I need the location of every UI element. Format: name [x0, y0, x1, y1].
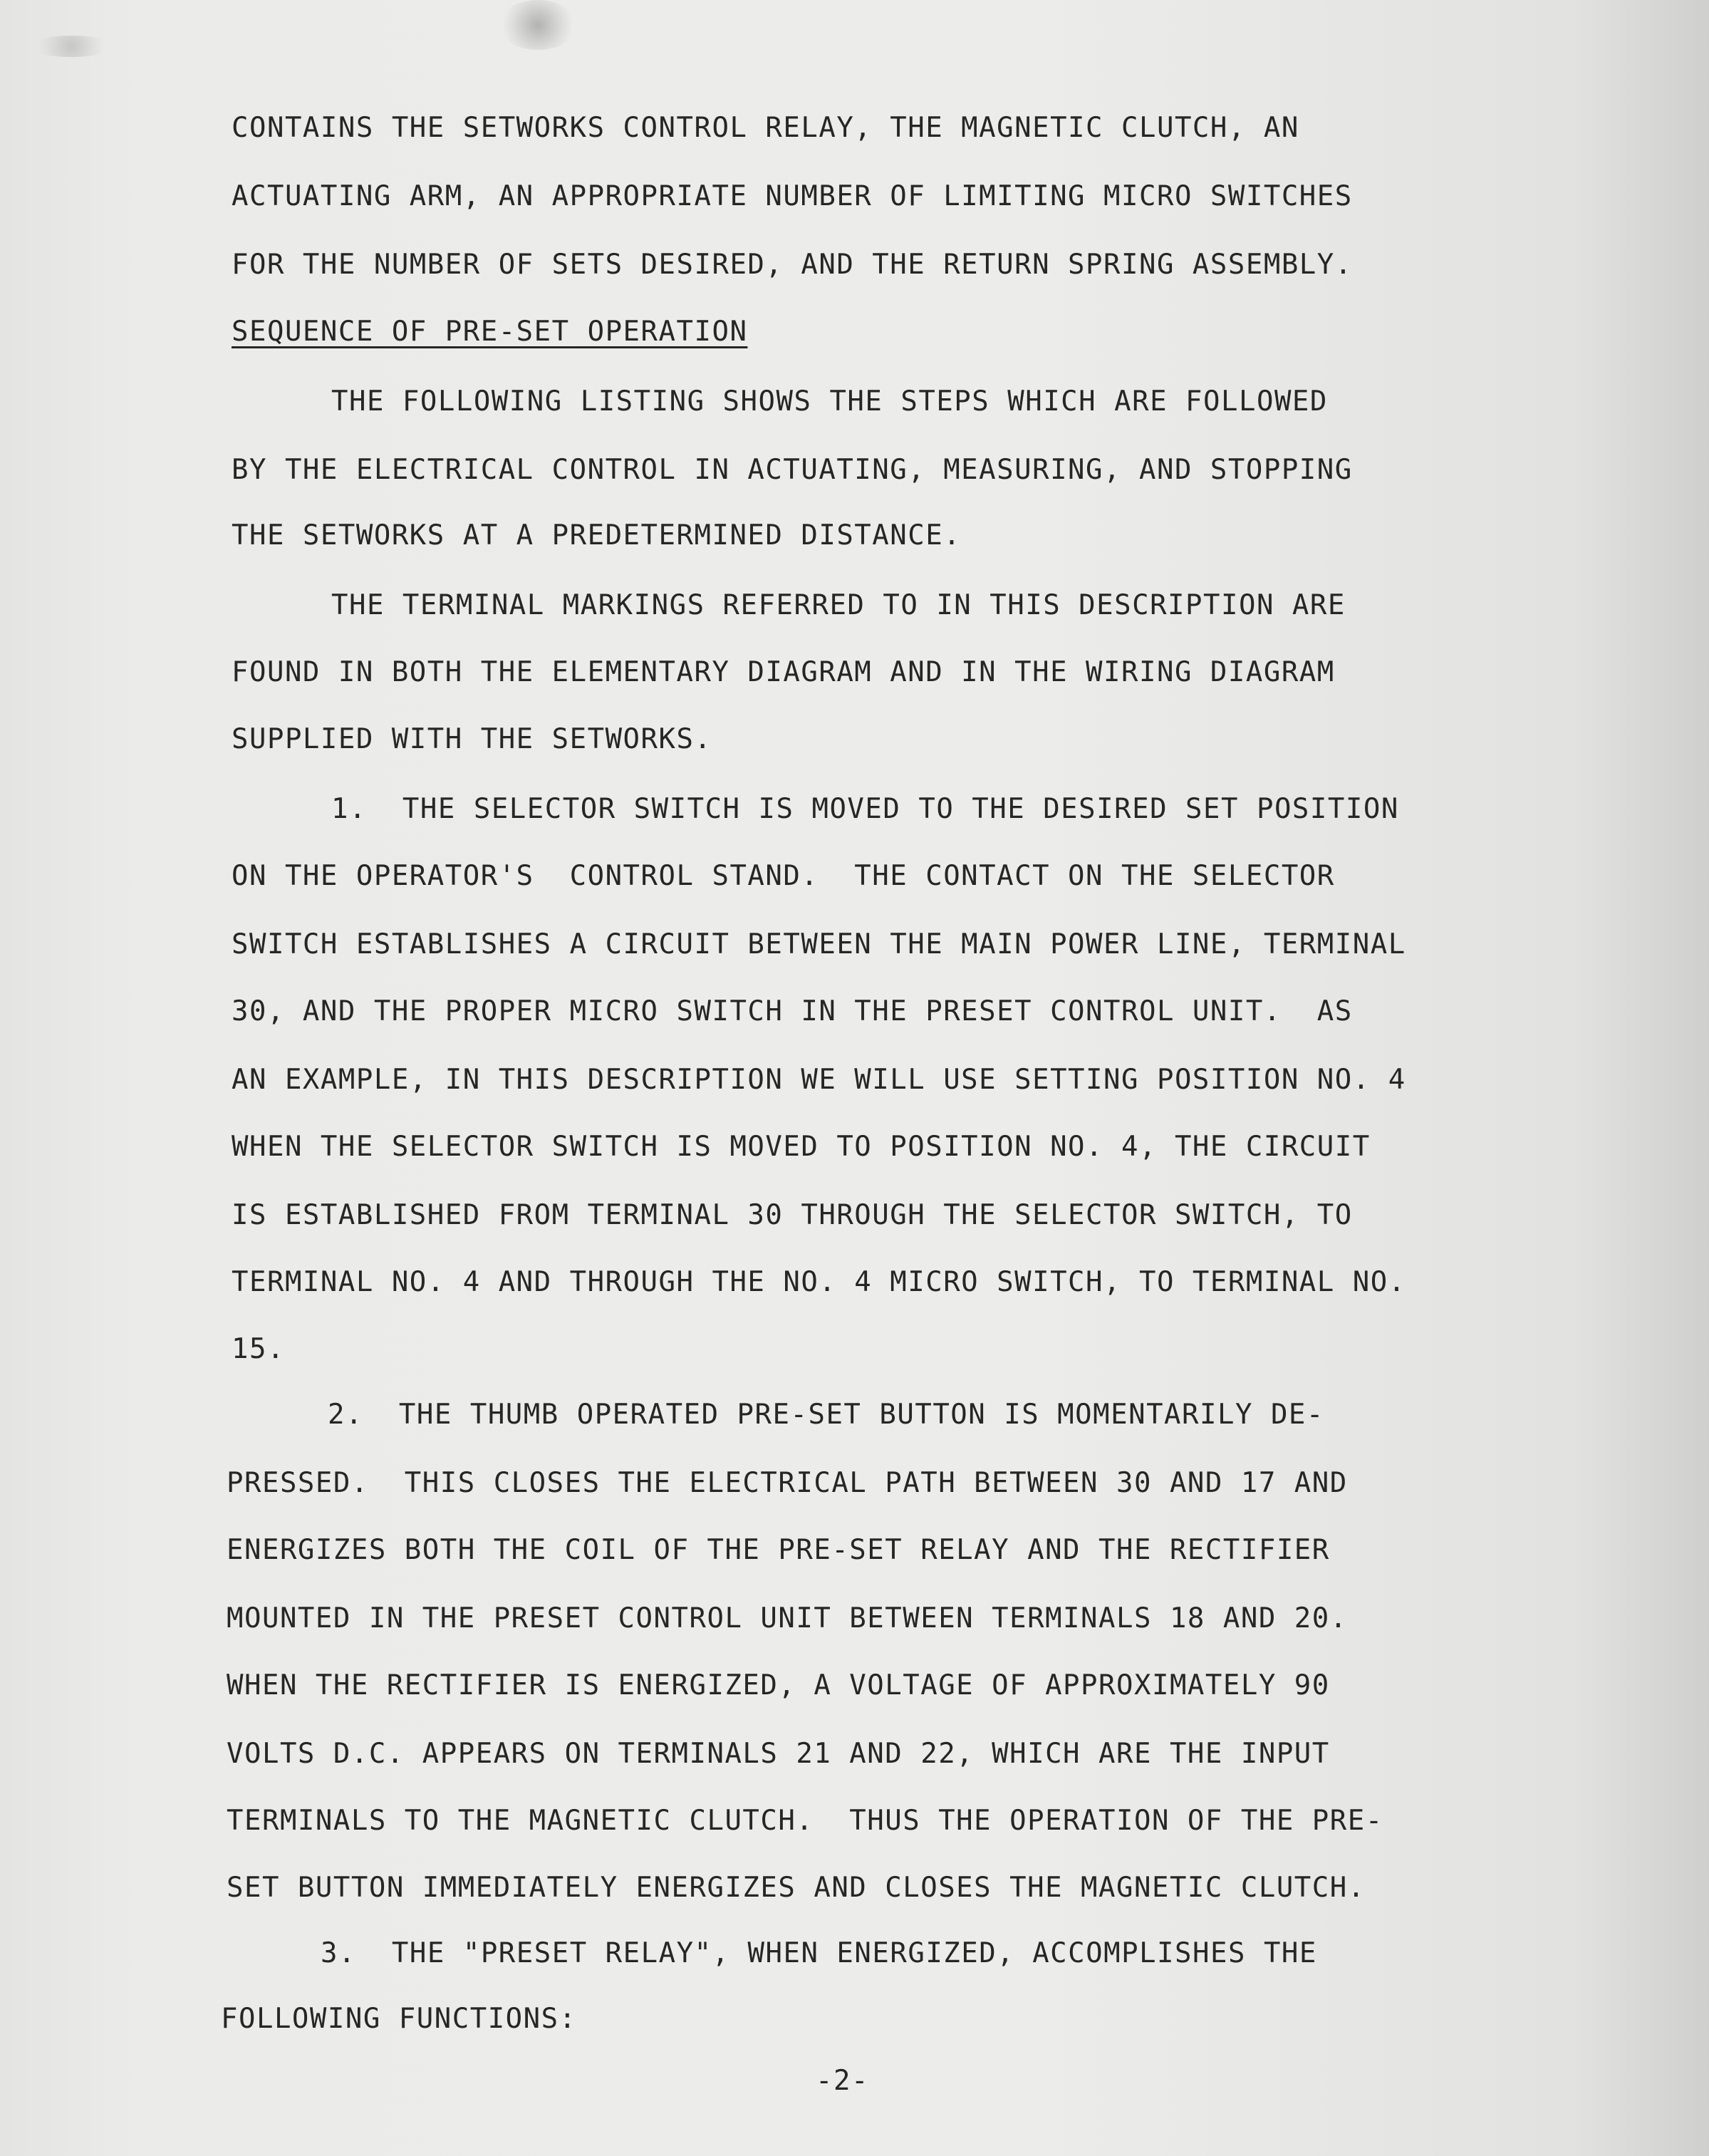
- ink-smudge: [28, 36, 114, 57]
- text-line: ENERGIZES BOTH THE COIL OF THE PRE-SET RELAY AND THE RECTIFIER: [227, 1534, 1330, 1566]
- text-line: VOLTS D.C. APPEARS ON TERMINALS 21 AND 22, WHICH ARE THE INPUT: [227, 1738, 1330, 1770]
- text-line: TERMINALS TO THE MAGNETIC CLUTCH. THUS THE OPERATION OF THE PRE-: [227, 1805, 1383, 1837]
- text-line: FOLLOWING FUNCTIONS:: [221, 2003, 577, 2035]
- text-line: SET BUTTON IMMEDIATELY ENERGIZES AND CLOSES THE MAGNETIC CLUTCH.: [227, 1872, 1366, 1904]
- text-line: PRESSED. THIS CLOSES THE ELECTRICAL PATH BETWEEN 30 AND 17 AND: [227, 1467, 1348, 1499]
- text-line: CONTAINS THE SETWORKS CONTROL RELAY, THE MAGNETIC CLUTCH, AN: [232, 112, 1299, 144]
- text-line: 3. THE "PRESET RELAY", WHEN ENERGIZED, ACCOMPLISHES THE: [321, 1937, 1317, 1969]
- text-line: FOUND IN BOTH THE ELEMENTARY DIAGRAM AND IN THE WIRING DIAGRAM: [232, 656, 1335, 688]
- section-heading: SEQUENCE OF PRE-SET OPERATION: [232, 316, 748, 348]
- text-line: THE SETWORKS AT A PREDETERMINED DISTANCE.: [232, 519, 962, 551]
- text-line: 15.: [232, 1333, 285, 1365]
- ink-smudge: [499, 0, 577, 50]
- text-line: THE TERMINAL MARKINGS REFERRED TO IN THIS DESCRIPTION ARE: [331, 589, 1346, 621]
- text-line: AN EXAMPLE, IN THIS DESCRIPTION WE WILL USE SETTING POSITION NO. 4: [232, 1064, 1406, 1096]
- text-line: ON THE OPERATOR'S CONTROL STAND. THE CONTACT ON THE SELECTOR: [232, 860, 1335, 892]
- text-line: SWITCH ESTABLISHES A CIRCUIT BETWEEN THE MAIN POWER LINE, TERMINAL: [232, 928, 1406, 960]
- text-line: MOUNTED IN THE PRESET CONTROL UNIT BETWEEN TERMINALS 18 AND 20.: [227, 1602, 1348, 1634]
- text-line: BY THE ELECTRICAL CONTROL IN ACTUATING, MEASURING, AND STOPPING: [232, 454, 1353, 486]
- text-line: WHEN THE RECTIFIER IS ENERGIZED, A VOLTAGE OF APPROXIMATELY 90: [227, 1669, 1330, 1701]
- text-line: TERMINAL NO. 4 AND THROUGH THE NO. 4 MICRO SWITCH, TO TERMINAL NO.: [232, 1266, 1406, 1298]
- text-line: 2. THE THUMB OPERATED PRE-SET BUTTON IS MOMENTARILY DE-: [328, 1399, 1324, 1431]
- text-line: ACTUATING ARM, AN APPROPRIATE NUMBER OF LIMITING MICRO SWITCHES: [232, 180, 1353, 212]
- text-line: IS ESTABLISHED FROM TERMINAL 30 THROUGH THE SELECTOR SWITCH, TO: [232, 1199, 1353, 1231]
- text-line: SUPPLIED WITH THE SETWORKS.: [232, 723, 712, 755]
- text-line: FOR THE NUMBER OF SETS DESIRED, AND THE RETURN SPRING ASSEMBLY.: [232, 249, 1353, 281]
- text-line: WHEN THE SELECTOR SWITCH IS MOVED TO POSITION NO. 4, THE CIRCUIT: [232, 1131, 1371, 1163]
- page-number: -2-: [816, 2065, 869, 2097]
- text-line: 1. THE SELECTOR SWITCH IS MOVED TO THE DESIRED SET POSITION: [331, 793, 1399, 825]
- text-line: THE FOLLOWING LISTING SHOWS THE STEPS WHICH ARE FOLLOWED: [331, 385, 1328, 418]
- text-line: 30, AND THE PROPER MICRO SWITCH IN THE PRESET CONTROL UNIT. AS: [232, 995, 1353, 1027]
